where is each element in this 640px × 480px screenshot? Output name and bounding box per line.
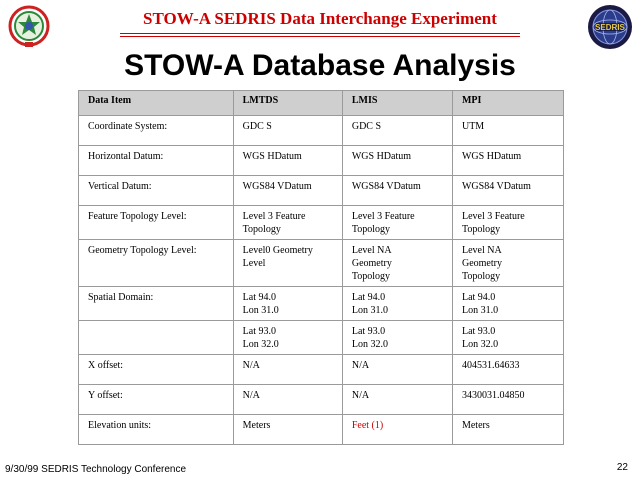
cell-lmis [342,206,452,240]
table-row [79,206,564,240]
cell-lmis [342,415,452,445]
cell-line: Lon 32.0 [461,339,499,350]
header-title: STOW-A SEDRIS Data Interchange Experiment [143,9,497,28]
cell-data-item [79,385,234,415]
cell-line: N/A [351,390,370,401]
cell-line: GDC S [242,121,272,132]
cell-line: Lat 93.0 [242,326,276,337]
column-header-lmis: LMIS [342,91,452,116]
cell-line: WGS84 VDatum [242,181,312,192]
cell-line: Lon 31.0 [242,305,279,316]
cell-line: 3430031.04850 [461,390,525,401]
cell-lmis [342,240,452,287]
cell-data-item [79,206,234,240]
cell-lmis [342,116,452,146]
cell-lmtds [233,415,342,445]
footer-conference: 9/30/99 SEDRIS Technology Conference [5,464,187,475]
cell-line: Feature Topology Level: [88,211,187,222]
cell-mpi [452,355,563,385]
cell-mpi [452,321,563,355]
cell-line: Vertical Datum: [88,181,152,192]
cell-line: Level 3 Feature [351,211,415,222]
cell-line: Level 3 Feature [461,211,525,222]
table-row [79,415,564,445]
cell-lmis [342,355,452,385]
cell-line: N/A [242,360,260,371]
cell-line: Lat 93.0 [351,326,386,337]
sedris-globe-icon [587,4,633,50]
cell-line: GDC S [351,121,382,132]
cell-lmtds [233,146,342,176]
column-header-lmtds: LMTDS [233,91,342,116]
cell-line: Lat 93.0 [461,326,496,337]
table-row [79,287,564,321]
cell-lmtds [233,385,342,415]
cell-lmis [342,321,452,355]
cell-line: WGS HDatum [461,151,522,162]
cell-lmtds [233,355,342,385]
column-header-mpi: MPI [452,91,563,116]
table-row [79,116,564,146]
cell-mpi [452,116,563,146]
cell-line: Geometry Topology Level: [88,245,197,256]
cell-lmtds [233,206,342,240]
cell-lmtds [233,176,342,206]
table-row [79,146,564,176]
cell-mpi [452,206,563,240]
table-row [79,385,564,415]
cell-mpi [452,240,563,287]
cell-mpi [452,287,563,321]
cell-line: UTM [461,121,485,132]
svg-text:SEDRIS: SEDRIS [595,23,625,32]
cell-data-item [79,240,234,287]
cell-data-item [79,116,234,146]
column-header-data-item: Data Item [79,91,234,116]
cell-mpi [452,415,563,445]
cell-data-item [79,146,234,176]
header-divider-secondary [120,36,520,37]
cell-line: Level NA [461,245,502,256]
cell-line: X offset: [88,360,124,371]
cell-line: Topology [242,224,281,235]
cell-lmis [342,176,452,206]
slide-title: STOW-A Database Analysis [124,49,516,82]
cell-line: N/A [351,360,370,371]
cell-mpi [452,146,563,176]
cell-line: Topology [461,224,501,235]
cell-line: Level0 Geometry [242,245,313,256]
cell-line: Lon 31.0 [461,305,499,316]
cell-lmis [342,287,452,321]
cell-mpi [452,176,563,206]
cell-line: Horizontal Datum: [88,151,164,162]
cell-line: Meters [242,420,271,431]
cell-line: Lat 94.0 [242,292,276,303]
cell-lmis [342,385,452,415]
cell-lmtds [233,240,342,287]
cell-line: Level [242,258,266,269]
cell-lmtds [233,287,342,321]
cell-line: Geometry [351,258,392,269]
cell-line: N/A [242,390,260,401]
table-row [79,176,564,206]
cell-line: WGS84 VDatum [351,181,421,192]
cell-line: WGS84 VDatum [461,181,531,192]
table-row [79,355,564,385]
cell-line: Lat 94.0 [461,292,496,303]
cell-line: Meters [461,420,490,431]
cell-line: 404531.64633 [461,360,520,371]
cell-line: Topology [351,271,391,282]
cell-lmtds [233,321,342,355]
table-header-row [79,91,564,116]
cell-line: Lon 32.0 [242,339,279,350]
cell-line: Y offset: [88,390,123,401]
cell-line: Topology [351,224,391,235]
cell-line: Level 3 Feature [242,211,306,222]
table-row [79,240,564,287]
cell-line: WGS HDatum [351,151,412,162]
cell-data-item [79,176,234,206]
cell-line: Geometry [461,258,502,269]
cell-data-item [79,415,234,445]
table-row [79,321,564,355]
cell-line: Feet (1) [351,420,384,431]
cell-data-item [79,355,234,385]
cell-data-item [79,321,234,355]
cell-line: Elevation units: [88,420,152,431]
cell-line: Topology [461,271,501,282]
cell-line: Spatial Domain: [88,292,154,303]
cell-lmtds [233,116,342,146]
cell-line: Lat 94.0 [351,292,386,303]
cell-lmis [342,146,452,176]
cell-line: Lon 31.0 [351,305,388,316]
cell-line: Coordinate System: [88,121,168,132]
cell-line: WGS HDatum [242,151,302,162]
cell-data-item [79,287,234,321]
database-analysis-table [78,90,564,445]
cell-line: Level NA [351,245,392,256]
header-divider [120,33,520,34]
cell-line: Lon 32.0 [351,339,388,350]
cell-mpi [452,385,563,415]
page-number: 22 [616,462,628,473]
